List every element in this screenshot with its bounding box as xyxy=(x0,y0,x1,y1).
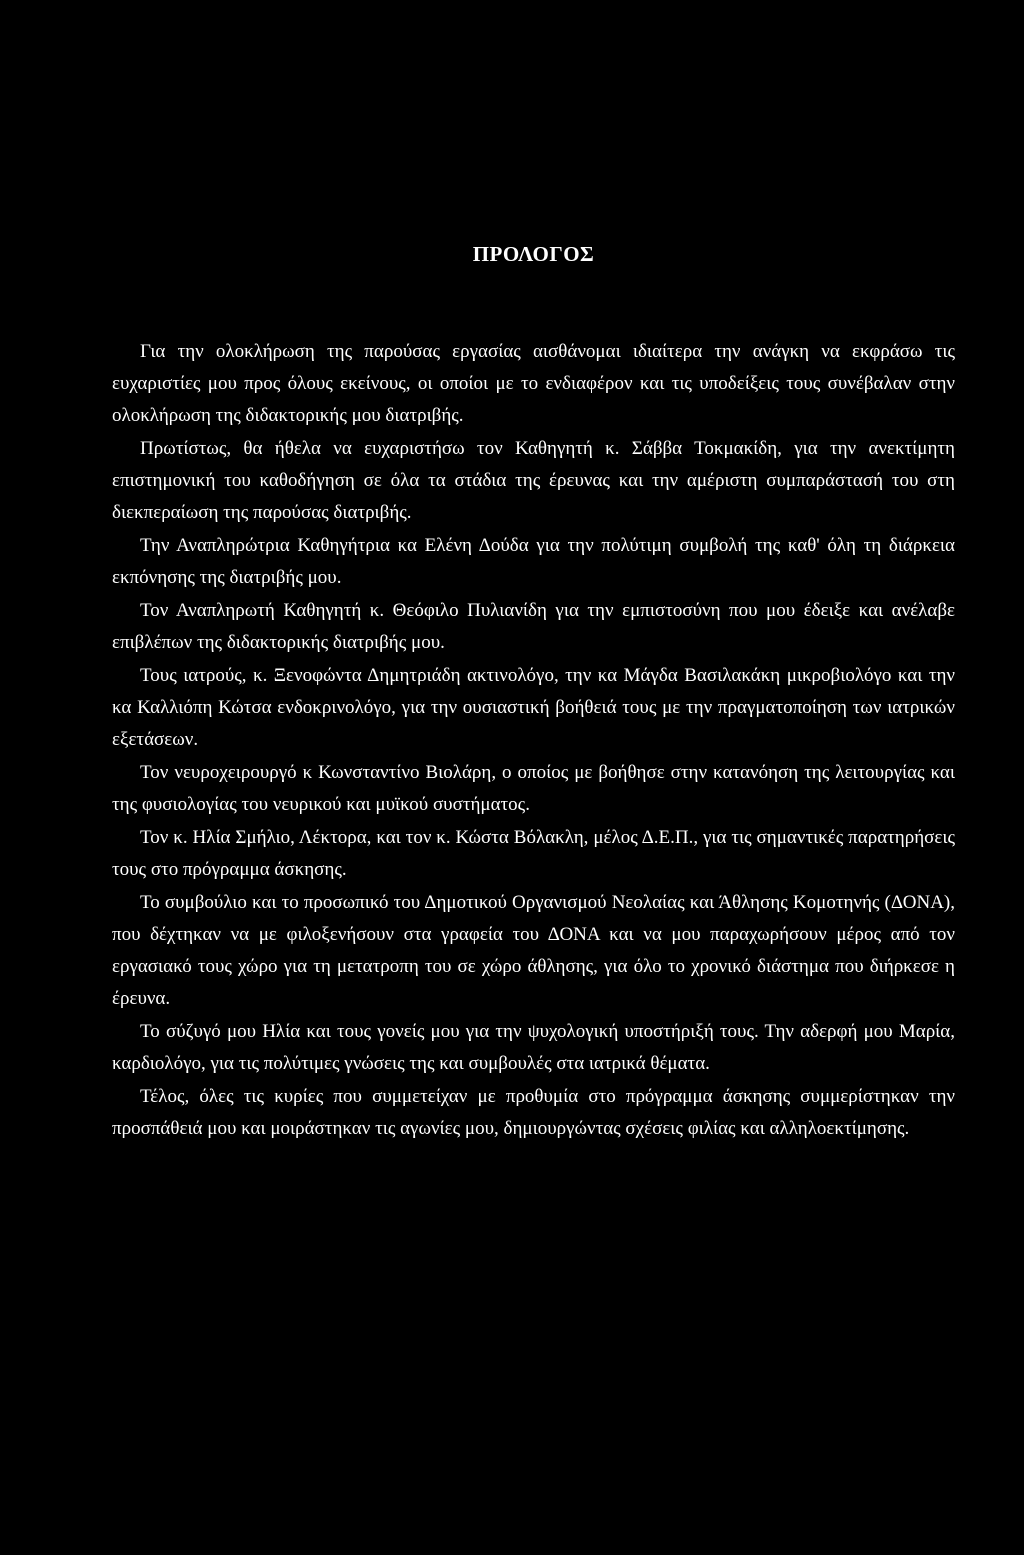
paragraph-6: Τον νευροχειρουργό κ Κωνσταντίνο Βιολάρη, ο οποίος με βοήθησε στην κατανόηση της λειτουργίας και της φυσιολογίας του νευρικού και μυϊκού συστήματος. xyxy=(112,762,955,815)
paragraph-10: Τέλος, όλες τις κυρίες που συμμετείχαν με προθυμία στο πρόγραμμα άσκησης συμμερίστηκαν την προσπάθειά μου και μοιράστηκαν τις αγωνίες μου, δημιουργώντας σχέσεις φιλίας και αλληλοεκτίμησης. xyxy=(112,1086,955,1139)
paragraph-4: Τον Αναπληρωτή Καθηγητή κ. Θεόφιλο Πυλιανίδη για την εμπιστοσύνη που μου έδειξε και ανέλαβε επιβλέπων της διδακτορικής διατριβής μου. xyxy=(112,600,955,653)
page-title: ΠΡΟΛΟΓΟΣ xyxy=(472,242,595,266)
paragraph-3: Την Αναπληρώτρια Καθηγήτρια κα Ελένη Δούδα για την πολύτιμη συμβολή της καθ' όλη τη διάρκεια εκπόνησης της διατριβής μου. xyxy=(112,535,955,588)
document-page xyxy=(112,236,955,1146)
paragraph-2: Πρωτίστως, θα ήθελα να ευχαριστήσω τον Καθηγητή κ. Σάββα Τοκμακίδη, για την ανεκτίμητη επιστημονική του καθοδήγηση σε όλα τα στάδια της έρευνας και την αμέριστη συμπαράστασή του στη διεκπεραίωση της παρούσας διατριβής. xyxy=(112,438,955,523)
paragraph-7: Τον κ. Ηλία Σμήλιο, Λέκτορα, και τον κ. Κώστα Βόλακλη, μέλος Δ.Ε.Π., για τις σημαντικές παρατηρήσεις τους στο πρόγραμμα άσκησης. xyxy=(112,827,955,880)
paragraph-9: Το σύζυγό μου Ηλία και τους γονείς μου για την ψυχολογική υποστήριξή τους. Την αδερφή μου Μαρία, καρδιολόγο, για τις πολύτιμες γνώσεις της και συμβουλές στα ιατρικά θέματα. xyxy=(112,1021,955,1074)
paragraph-5: Τους ιατρούς, κ. Ξενοφώντα Δημητριάδη ακτινολόγο, την κα Μάγδα Βασιλακάκη μικροβιολόγο και την κα Καλλιόπη Κώτσα ενδοκρινολόγο, για την ουσιαστική βοήθειά τους με την πραγματοποίηση των ιατρικών εξετάσεων. xyxy=(112,665,955,750)
paragraph-8: Το συμβούλιο και το προσωπικό του Δημοτικού Οργανισμού Νεολαίας και Άθλησης Κομοτηνής (ΔΟΝΑ), που δέχτηκαν να με φιλοξενήσουν στα γραφεία του ΔΟΝΑ και να μου παραχωρήσουν μέρος από τον εργασιακό τους χώρο για τη μετατροπη του σε χώρο άθλησης, για όλο το χρονικό διάστημα που διήρκεσε η έρευνα. xyxy=(112,892,955,1009)
paragraph-1: Για την ολοκλήρωση της παρούσας εργασίας αισθάνομαι ιδιαίτερα την ανάγκη να εκφράσω τις ευχαριστίες μου προς όλους εκείνους, οι οποίοι με το ενδιαφέρον και τις υποδείξεις τους συνέβαλαν στην ολοκλήρωση της διδακτορικής μου διατριβής. xyxy=(112,341,955,426)
